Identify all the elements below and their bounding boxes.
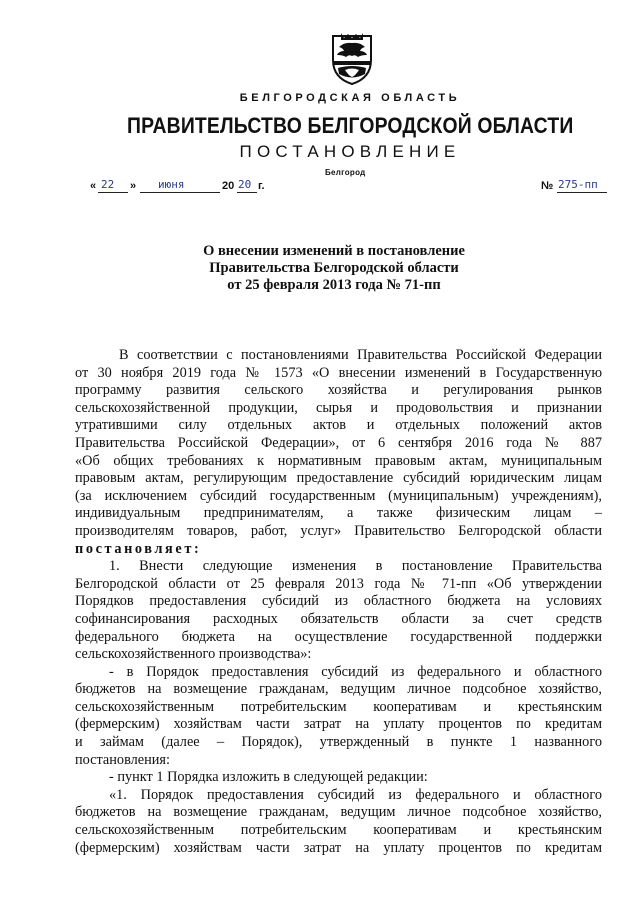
body-line: софинансирования расходных обязательств области за счет средств — [75, 610, 602, 627]
coat-of-arms-icon — [330, 30, 374, 86]
body-line: федерального бюджета на осуществление государственной поддержки — [75, 628, 602, 645]
body-line: индивидуальным предпринимателям, а также физическим лицам – — [75, 505, 602, 522]
body-line: программу развития сельского хозяйства и регулирования рынков — [75, 382, 602, 399]
city-name: Белгород — [325, 168, 366, 177]
body-line: (за исключением субсидий государственным (муниципальным) учреждениям), — [75, 487, 602, 504]
body-line: от 30 ноября 2019 года № 1573 «О внесении изменений в Государственную — [75, 364, 602, 381]
resolution-word: постановляет: — [75, 540, 202, 557]
date-year: 20 — [238, 178, 252, 191]
year-underline — [237, 192, 257, 193]
day-underline — [98, 192, 128, 193]
region-name: БЕЛГОРОДСКАЯ ОБЛАСТЬ — [239, 92, 461, 104]
body-line: - пункт 1 Порядка изложить в следующей редакции: — [109, 769, 428, 786]
date-day: 22 — [101, 178, 115, 191]
month-underline — [140, 192, 220, 193]
body-line: и займам (далее – Порядок), утвержденный в пункте 1 названного — [75, 734, 602, 751]
title-line: от 25 февраля 2013 года № 71-пп — [227, 277, 441, 293]
year-prefix: 20 — [222, 180, 235, 192]
body-line: (фермерским) хозяйствам части затрат на уплату процентов по кредитам — [75, 839, 602, 856]
date-month: июня — [158, 178, 185, 191]
body-line: сельскохозяйственной продукции, сырья и продовольствия и признании — [75, 399, 602, 416]
body-line: - в Порядок предоставления субсидий из федерального и областного — [109, 663, 602, 680]
body-line: Белгородской области от 25 февраля 2013 года № 71-пп «Об утверждении — [75, 575, 602, 592]
body-line: Правительства Российской Федерации», от 6 сентября 2016 года № 887 — [75, 434, 602, 451]
date-close-quote: » — [130, 180, 137, 192]
body-line: (фермерским) хозяйствам части затрат на уплату процентов по кредитам — [75, 716, 602, 733]
document-title — [0, 243, 640, 294]
body-line: сельскохозяйственным потребительским кооперативам и крестьянским — [75, 822, 602, 839]
date-open-quote: « — [90, 180, 97, 192]
body-line: постановления: — [75, 751, 170, 768]
body-line: бюджетов на возмещение гражданам, ведущим личное подсобное хозяйство, — [75, 681, 602, 698]
body-line: бюджетов на возмещение гражданам, ведущим личное подсобное хозяйство, — [75, 804, 602, 821]
number-underline — [557, 192, 607, 193]
body-line: «1. Порядок предоставления субсидий из федерального и областного — [109, 786, 602, 803]
year-label: г. — [258, 180, 265, 192]
document-body — [75, 347, 602, 857]
date-number-row — [90, 178, 610, 198]
body-line: Порядков предоставления субсидий из областного бюджета на условиях — [75, 593, 602, 610]
body-line: сельскохозяйственного производства»: — [75, 646, 312, 663]
government-name: ПРАВИТЕЛЬСТВО БЕЛГОРОДСКОЙ ОБЛАСТИ — [127, 113, 574, 138]
body-line: производителям товаров, работ, услуг» Правительство Белгородской области — [75, 522, 602, 539]
decree-number: 275-пп — [558, 178, 598, 191]
number-label: № — [541, 180, 554, 192]
body-line: 1. Внести следующие изменения в постановление Правительства — [109, 558, 602, 575]
body-line: «Об общих требованиях к нормативным правовым актам, муниципальным — [75, 452, 602, 469]
document-type: ПОСТАНОВЛЕНИЕ — [239, 142, 461, 161]
title-line: Правительства Белгородской области — [209, 260, 459, 276]
body-line: сельскохозяйственным потребительским кооперативам и крестьянским — [75, 698, 602, 715]
title-line: О внесении изменений в постановление — [203, 243, 465, 259]
body-line: утратившими силу отдельных актов и отдельных положений актов — [75, 417, 602, 434]
body-line: правовым актам, регулирующим предоставление субсидий юридическим лицам — [75, 470, 602, 487]
body-line: В соответствии с постановлениями Правительства Российской Федерации — [119, 347, 602, 363]
